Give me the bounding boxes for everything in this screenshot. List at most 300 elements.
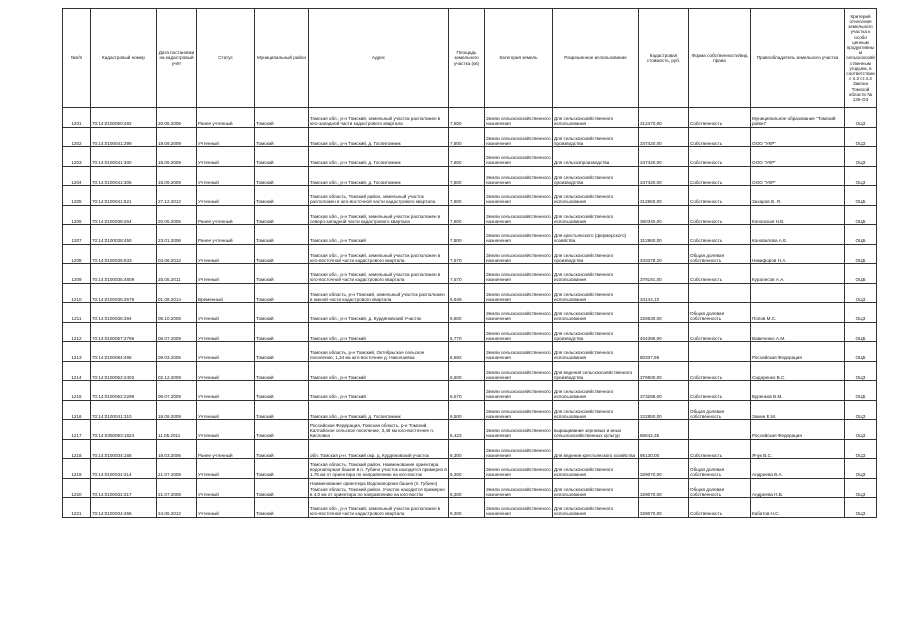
- table-cell: Для сельскохозяйственного производства: [553, 166, 639, 186]
- table-cell: Земли сельскохозяйственного назначения: [485, 420, 553, 440]
- table-cell: Российская Федерация, Томская область, р-н Томский, Калтайское сельское поселение, 3,48 км юго-восточнее п. Кисловка: [309, 420, 449, 440]
- table-cell: Попов М.С.: [751, 303, 845, 323]
- table-cell: 70:14:0100035:3679: [91, 283, 157, 303]
- table-cell: Учтенный: [197, 322, 255, 342]
- table-cell: [689, 420, 751, 440]
- table-cell: 1213: [63, 342, 91, 362]
- table-cell: Учтенный: [197, 400, 255, 420]
- table-cell: Андреева В.А.: [751, 459, 845, 479]
- table-header-row: [63, 9, 877, 108]
- table-cell: 7,570: [449, 264, 485, 284]
- table-cell: Собственность: [689, 361, 751, 381]
- table-cell: Земли сельскохозяйственного назначения: [485, 303, 553, 323]
- table-cell: Ранее учтенный: [197, 108, 255, 128]
- table-cell: Томская обл., р-н Томский: [309, 225, 449, 245]
- column-header: Адрес: [309, 9, 449, 108]
- table-cell: Томский: [255, 478, 309, 498]
- table-cell: Для сельскохозяйственного использования: [553, 303, 639, 323]
- table-cell: ОЦБ: [845, 205, 877, 225]
- table-cell: 06.07.2009: [157, 322, 197, 342]
- table-cell: 70:14:0100041:521: [91, 186, 157, 206]
- table-cell: Земли сельскохозяйственного назначения: [485, 186, 553, 206]
- table-cell: [689, 342, 751, 362]
- table-cell: Томская обл., р-н Томский: [309, 381, 449, 401]
- table-cell: 70:14:0100041:310: [91, 400, 157, 420]
- table-row: [63, 322, 877, 342]
- table-cell: Учтенный: [197, 459, 255, 479]
- table-cell: Томский: [255, 303, 309, 323]
- table-cell: 7,800: [449, 205, 485, 225]
- table-cell: Томская обл., р-н Томский, д. Госпитомник: [309, 147, 449, 167]
- table-cell: Для сельскохозяйственного использования: [553, 264, 639, 284]
- table-cell: 7,800: [449, 147, 485, 167]
- table-cell: Земли сельскохозяйственного назначения: [485, 264, 553, 284]
- table-cell: Земли сельскохозяйственного назначения: [485, 478, 553, 498]
- table-cell: 6,800: [449, 303, 485, 323]
- table-cell: Для сельхозпроизводства: [553, 147, 639, 167]
- table-cell: 1204: [63, 166, 91, 186]
- table-row: [63, 342, 877, 362]
- table-cell: ОЦБ: [845, 225, 877, 245]
- table-cell: Для сельскохозяйственного использования: [553, 108, 639, 128]
- table-cell: ОЦБ: [845, 244, 877, 264]
- table-cell: 1208: [63, 244, 91, 264]
- table-cell: 404396,00: [639, 322, 689, 342]
- land-plots-table: [62, 8, 877, 518]
- table-cell: Собственность: [689, 127, 751, 147]
- table-cell: Ранее учтенный: [197, 439, 255, 459]
- table-cell: Земли сельскохозяйственного назначения: [485, 225, 553, 245]
- table-cell: Для ведения крестьянского хозяйства: [553, 439, 639, 459]
- table-cell: 360340,00: [639, 205, 689, 225]
- table-body: [63, 108, 877, 518]
- table-cell: Общая долевая собственность: [689, 400, 751, 420]
- table-cell: Учтенный: [197, 420, 255, 440]
- table-cell: 1221: [63, 498, 91, 518]
- table-cell: ОЦЗ: [845, 478, 877, 498]
- table-cell: ОЦЗ: [845, 283, 877, 303]
- table-cell: 70:14:0100041:306: [91, 166, 157, 186]
- table-cell: 7,570: [449, 244, 485, 264]
- table-row: [63, 166, 877, 186]
- table-cell: 70:14:0300093:1624: [91, 420, 157, 440]
- table-cell: ОЦЗ: [845, 108, 877, 128]
- table-cell: [689, 283, 751, 303]
- table-cell: 1212: [63, 322, 91, 342]
- table-cell: 21.07.2008: [157, 478, 197, 498]
- table-cell: Томская обл., р-н Томский, д. Госпитомник: [309, 127, 449, 147]
- table-cell: Томский: [255, 420, 309, 440]
- table-cell: Томский: [255, 459, 309, 479]
- table-cell: 347420,00: [639, 127, 689, 147]
- table-cell: Томский: [255, 400, 309, 420]
- table-cell: Земли сельскохозяйственного назначения: [485, 439, 553, 459]
- table-cell: Кабатов Н.С.: [751, 498, 845, 518]
- column-header: Правообладатель земельного участка: [751, 9, 845, 108]
- column-header: Кадастровая стоимость, руб.: [639, 9, 689, 108]
- table-cell: 80337,95: [639, 342, 689, 362]
- table-cell: Томский: [255, 361, 309, 381]
- table-cell: 343378,20: [639, 244, 689, 264]
- table-cell: 6,300: [449, 459, 485, 479]
- table-cell: Томский: [255, 264, 309, 284]
- table-cell: Учтенный: [197, 186, 255, 206]
- column-header: Кадастровый номер: [91, 9, 157, 108]
- table-cell: Для сельскохозяйственного использования: [553, 478, 639, 498]
- table-cell: ОЦЗ: [845, 127, 877, 147]
- table-cell: 18.09.2009: [157, 166, 197, 186]
- table-row: [63, 186, 877, 206]
- table-cell: ООО "УКР": [751, 127, 845, 147]
- table-cell: Томская область, р-н Томский, земельный участок расположен в южной части кадастрового квартала: [309, 283, 449, 303]
- table-row: [63, 420, 877, 440]
- table-cell: Общая долевая собственность: [689, 478, 751, 498]
- table-cell: Томский: [255, 498, 309, 518]
- table-cell: Земли сельскохозяйственного назначения: [485, 361, 553, 381]
- table-cell: 18.09.2009: [157, 147, 197, 167]
- table-cell: 379191,00: [639, 264, 689, 284]
- table-cell: 329070,00: [639, 478, 689, 498]
- table-cell: Земли сельскохозяйственного назначения: [485, 400, 553, 420]
- table-cell: Томский: [255, 205, 309, 225]
- table-cell: ОЦБ: [845, 322, 877, 342]
- table-cell: 6,500: [449, 400, 485, 420]
- table-row: [63, 400, 877, 420]
- table-cell: Томская обл., р-н Томский, д. Курдяновский Участок: [309, 303, 449, 323]
- table-cell: Учтенный: [197, 264, 255, 284]
- table-cell: Собственность: [689, 147, 751, 167]
- table-cell: ОЦЗ: [845, 498, 877, 518]
- table-cell: Земли сельскохозяйственного назначения: [485, 381, 553, 401]
- table-cell: 1214: [63, 361, 91, 381]
- table-cell: Томский: [255, 439, 309, 459]
- table-cell: Андреева Н.В.: [751, 478, 845, 498]
- column-header: Дата постановки на кадастровый учёт: [157, 9, 197, 108]
- table-cell: Томский: [255, 244, 309, 264]
- table-cell: 7,800: [449, 186, 485, 206]
- table-cell: Учтенный: [197, 127, 255, 147]
- table-cell: Томская обл., р-н Томский, земельный участок расположен в северо-западной части кадастрового квартала: [309, 205, 449, 225]
- table-cell: 27.12.2012: [157, 186, 197, 206]
- table-cell: Российская Федерация: [751, 342, 845, 362]
- table-cell: 20.06.2006: [157, 108, 197, 128]
- table-cell: 1216: [63, 400, 91, 420]
- table-cell: 6,770: [449, 322, 485, 342]
- table-cell: 1219: [63, 459, 91, 479]
- table-cell: обл. Томская р-н. Томский окр. д. Курдяновский участок: [309, 439, 449, 459]
- table-cell: Куралесов А.А.: [751, 264, 845, 284]
- table-cell: ОЦЗ: [845, 303, 877, 323]
- table-cell: Собственность: [689, 225, 751, 245]
- table-cell: 1210: [63, 283, 91, 303]
- table-cell: ОЦБ: [845, 381, 877, 401]
- table-cell: Земли сельскохозяйственного назначения: [485, 322, 553, 342]
- table-cell: 70:14:0100036:394: [91, 303, 157, 323]
- table-cell: Общая долевая собственность: [689, 303, 751, 323]
- table-cell: 1218: [63, 439, 91, 459]
- table-cell: Российская Федерация: [751, 420, 845, 440]
- table-cell: 18.09.2009: [157, 127, 197, 147]
- table-cell: 329070,00: [639, 498, 689, 518]
- table-cell: ОЦЗ: [845, 439, 877, 459]
- table-cell: Коновалова А.Е.: [751, 225, 845, 245]
- table-cell: 01.08.2014: [157, 283, 197, 303]
- table-cell: Земли сельскохозяйственного назначения: [485, 283, 553, 303]
- table-cell: Томская область, Томский район, Наименование ориентира водонапорная башня в п. Губино участок находится примерно в 1,75 км от ориентира по направлению на юго-восток: [309, 459, 449, 479]
- table-cell: Томская обл., р-н Томский: [309, 322, 449, 342]
- table-row: [63, 225, 877, 245]
- table-row: [63, 108, 877, 128]
- table-cell: 329070,00: [639, 459, 689, 479]
- table-cell: 70:14:0100052:2402: [91, 361, 157, 381]
- table-cell: 86642,35: [639, 420, 689, 440]
- column-header: Площадь земельного участка (кв): [449, 9, 485, 108]
- table-cell: 6,423: [449, 420, 485, 440]
- table-cell: 70:14:0100041:299: [91, 127, 157, 147]
- table-cell: 70:14:0100034:456: [91, 498, 157, 518]
- table-cell: Томский: [255, 283, 309, 303]
- table-row: [63, 303, 877, 323]
- table-cell: 6,570: [449, 381, 485, 401]
- table-cell: Собственность: [689, 498, 751, 518]
- table-row: [63, 244, 877, 264]
- table-cell: Томский: [255, 322, 309, 342]
- table-cell: 322850,00: [639, 400, 689, 420]
- table-cell: 7,800: [449, 108, 485, 128]
- table-cell: Временный: [197, 283, 255, 303]
- table-cell: 329530,00: [639, 303, 689, 323]
- table-cell: Томский: [255, 186, 309, 206]
- table-cell: 24.06.2012: [157, 498, 197, 518]
- column-header: Муниципальный район: [255, 9, 309, 108]
- table-cell: 09.03.2006: [157, 342, 197, 362]
- table-cell: Для сельскохозяйственного использования: [553, 459, 639, 479]
- table-cell: Томский: [255, 342, 309, 362]
- table-cell: 70:14:0100034:317: [91, 478, 157, 498]
- table-cell: Для ведения сельскохозяйственного производства: [553, 361, 639, 381]
- table-cell: Собственность: [689, 322, 751, 342]
- table-cell: 6,692: [449, 342, 485, 362]
- table-row: [63, 127, 877, 147]
- table-cell: выращивание зерновых и иных сельскохозяйственных культур: [553, 420, 639, 440]
- table-cell: Земли сельскохозяйственного назначения: [485, 498, 553, 518]
- table-cell: 25.05.2011: [157, 264, 197, 284]
- table-cell: Общая долевая собственность: [689, 244, 751, 264]
- table-cell: Захаров В. Я.: [751, 186, 845, 206]
- table-cell: 95130,00: [639, 439, 689, 459]
- table-cell: Ранее учтенный: [197, 205, 255, 225]
- table-cell: Учтенный: [197, 498, 255, 518]
- table-cell: Для крестьянского (фермерского) хозяйства: [553, 225, 639, 245]
- table-cell: ОЦЗ: [845, 420, 877, 440]
- table-cell: Томская обл., р-н Томский, земельный участок расположен в юго-восточной части кадастрового квартала: [309, 264, 449, 284]
- table-cell: 1203: [63, 147, 91, 167]
- table-cell: 18.09.2009: [157, 400, 197, 420]
- table-cell: 70:14:0100035:4809: [91, 264, 157, 284]
- table-cell: Для сельскохозяйственного использования: [553, 498, 639, 518]
- table-cell: Томская обл., р-н Томский, д. Госпитомник: [309, 400, 449, 420]
- table-cell: Для сельскохозяйственного использования: [553, 186, 639, 206]
- table-cell: Учтенный: [197, 342, 255, 362]
- table-row: [63, 264, 877, 284]
- table-cell: Земли сельскохозяйственного назначения: [485, 205, 553, 225]
- table-cell: Томская обл., р-н Томский, земельный участок расположен в юго-восточной части кадастрового квартала: [309, 244, 449, 264]
- table-row: [63, 361, 877, 381]
- table-cell: 1209: [63, 264, 91, 284]
- column-header: Форма собственности/вид права: [689, 9, 751, 108]
- table-cell: ОЦЗ: [845, 147, 877, 167]
- table-cell: 312860,00: [639, 225, 689, 245]
- table-cell: Собственность: [689, 264, 751, 284]
- table-cell: ОЦЗ: [845, 166, 877, 186]
- table-cell: Зюкин Е.М.: [751, 400, 845, 420]
- table-cell: 6,300: [449, 439, 485, 459]
- table-cell: 1220: [63, 478, 91, 498]
- table-cell: 312470,00: [639, 108, 689, 128]
- table-cell: Земли сельскохозяйственного назначения: [485, 147, 553, 167]
- table-cell: Ячук В.С.: [751, 439, 845, 459]
- table-cell: Для сельскохозяйственного производства: [553, 244, 639, 264]
- table-cell: Томский: [255, 166, 309, 186]
- table-cell: ООО "УКР": [751, 147, 845, 167]
- table-cell: 70:14:0100038:264: [91, 205, 157, 225]
- table-cell: Вавиченко А.М.: [751, 322, 845, 342]
- table-cell: Учтенный: [197, 361, 255, 381]
- table-cell: Собственность: [689, 439, 751, 459]
- table-row: [63, 439, 877, 459]
- table-cell: 04.06.2012: [157, 244, 197, 264]
- column-header: Критерий отнесения земельного участка к особо ценным продуктивным сельскохозяйственным угодьям, в соответствии с п.2 ст.4.3 Закона Томской области № 135-ОЗ: [845, 9, 877, 108]
- table-cell: ОЦБ: [845, 186, 877, 206]
- table-cell: Томский: [255, 225, 309, 245]
- table-cell: 11.05.2011: [157, 420, 197, 440]
- table-cell: 23.01.2006: [157, 225, 197, 245]
- table-cell: 02.12.2009: [157, 361, 197, 381]
- table-cell: Для сельскохозяйственного производства: [553, 322, 639, 342]
- table-cell: Томская обл., р-н Томский, земельный участок расположен в юго-восточной части кадастрового квартала: [309, 498, 449, 518]
- table-cell: 70:14:0100062:2299: [91, 381, 157, 401]
- table-cell: Томский: [255, 108, 309, 128]
- column-header: №п/п: [63, 9, 91, 108]
- table-row: [63, 283, 877, 303]
- table-cell: 373298,00: [639, 381, 689, 401]
- table-cell: 06.07.2009: [157, 381, 197, 401]
- table-cell: 21.07.2008: [157, 459, 197, 479]
- table-cell: Для сельскохозяйственного использования: [553, 381, 639, 401]
- table-cell: Общая долевая собственность: [689, 459, 751, 479]
- table-cell: Томская обл., р-н Томский: [309, 361, 449, 381]
- table-cell: 1205: [63, 186, 91, 206]
- table-cell: Ранее учтенный: [197, 225, 255, 245]
- table-cell: 7,800: [449, 166, 485, 186]
- table-cell: Для сельскохозяйственного использования: [553, 283, 639, 303]
- table-cell: 20.05.2006: [157, 205, 197, 225]
- table-cell: Кононская Н.В.: [751, 205, 845, 225]
- table-cell: Земли сельскохозяйственного назначения: [485, 166, 553, 186]
- table-cell: 70:14:0100050:492: [91, 108, 157, 128]
- table-cell: 1215: [63, 381, 91, 401]
- table-cell: 70:14:0100035:633: [91, 244, 157, 264]
- table-cell: 06.10.2008: [157, 303, 197, 323]
- table-cell: 1217: [63, 420, 91, 440]
- table-cell: 6,600: [449, 361, 485, 381]
- table-cell: Томский: [255, 381, 309, 401]
- table-cell: Собственность: [689, 108, 751, 128]
- table-cell: 7,800: [449, 127, 485, 147]
- table-cell: 347420,00: [639, 166, 689, 186]
- table-cell: Сидоренко В.С.: [751, 361, 845, 381]
- table-cell: 6,949: [449, 283, 485, 303]
- table-cell: Собственность: [689, 381, 751, 401]
- table-cell: 7,800: [449, 225, 485, 245]
- table-cell: ООО "УКР": [751, 166, 845, 186]
- table-cell: Земли сельскохозяйственного назначения: [485, 244, 553, 264]
- table-cell: ОЦЗ: [845, 400, 877, 420]
- table-cell: ОЦБ: [845, 264, 877, 284]
- table-cell: 70:14:0100041:300: [91, 147, 157, 167]
- table-cell: Учтенный: [197, 244, 255, 264]
- table-cell: 1201: [63, 108, 91, 128]
- table-cell: 18.03.2006: [157, 439, 197, 459]
- table-cell: 70:14:0100034:314: [91, 459, 157, 479]
- table-cell: Томская обл., р-н Томский, земельный участок расположен в юго-западной части кадастрового квартала: [309, 108, 449, 128]
- table-cell: 70:14:0100038:450: [91, 225, 157, 245]
- table-cell: 6,300: [449, 478, 485, 498]
- table-cell: Земли сельскохозяйственного назначения: [485, 108, 553, 128]
- table-row: [63, 459, 877, 479]
- table-cell: 70:14:0100084:495: [91, 342, 157, 362]
- table-cell: [751, 283, 845, 303]
- column-header: Категория земель: [485, 9, 553, 108]
- table-row: [63, 381, 877, 401]
- table-cell: Учтенный: [197, 166, 255, 186]
- table-cell: Томская область, Томский район, земельный участок расположен в юго-восточной части кадастрового квартала: [309, 186, 449, 206]
- table-cell: Собственность: [689, 166, 751, 186]
- table-cell: Для сельскохозяйственного использования: [553, 205, 639, 225]
- table-cell: ОЦЗ: [845, 361, 877, 381]
- table-cell: Наименование ориентира Водонапорная башня (п. Губино) Томская область, Томский район. Участок находится примерно в 4,0 км от ориентира по направлению на юго-восток: [309, 478, 449, 498]
- table-cell: 1207: [63, 225, 91, 245]
- table-row: [63, 205, 877, 225]
- table-cell: 70:14:0100057:2796: [91, 322, 157, 342]
- table-cell: 347420,00: [639, 147, 689, 167]
- table-cell: Никифоров Н.А.: [751, 244, 845, 264]
- table-row: [63, 147, 877, 167]
- table-row: [63, 498, 877, 518]
- table-cell: Томская обл., р-н Томский, д. Госпитомник: [309, 166, 449, 186]
- table-cell: 70:14:0100034:168: [91, 439, 157, 459]
- column-header: Разрешенное использование: [553, 9, 639, 108]
- table-cell: Томский: [255, 127, 309, 147]
- table-cell: 1211: [63, 303, 91, 323]
- table-cell: Собственность: [689, 205, 751, 225]
- table-cell: Томский: [255, 147, 309, 167]
- table-cell: Для сельскохозяйственного использования: [553, 342, 639, 362]
- column-header: Статус: [197, 9, 255, 108]
- table-cell: Для сельскохозяйственного использования: [553, 400, 639, 420]
- table-row: [63, 478, 877, 498]
- table-cell: Муниципальное образование "Томский район": [751, 108, 845, 128]
- table-cell: 34144,10: [639, 283, 689, 303]
- table-cell: Земли сельскохозяйственного назначения: [485, 342, 553, 362]
- table-cell: Земли сельскохозяйственного назначения: [485, 127, 553, 147]
- table-cell: ОЦЗ: [845, 459, 877, 479]
- table-cell: Буренков В.М.: [751, 381, 845, 401]
- table-cell: ОЦБ: [845, 342, 877, 362]
- table-cell: Учтенный: [197, 303, 255, 323]
- table-cell: Собственность: [689, 186, 751, 206]
- table-cell: 1206: [63, 205, 91, 225]
